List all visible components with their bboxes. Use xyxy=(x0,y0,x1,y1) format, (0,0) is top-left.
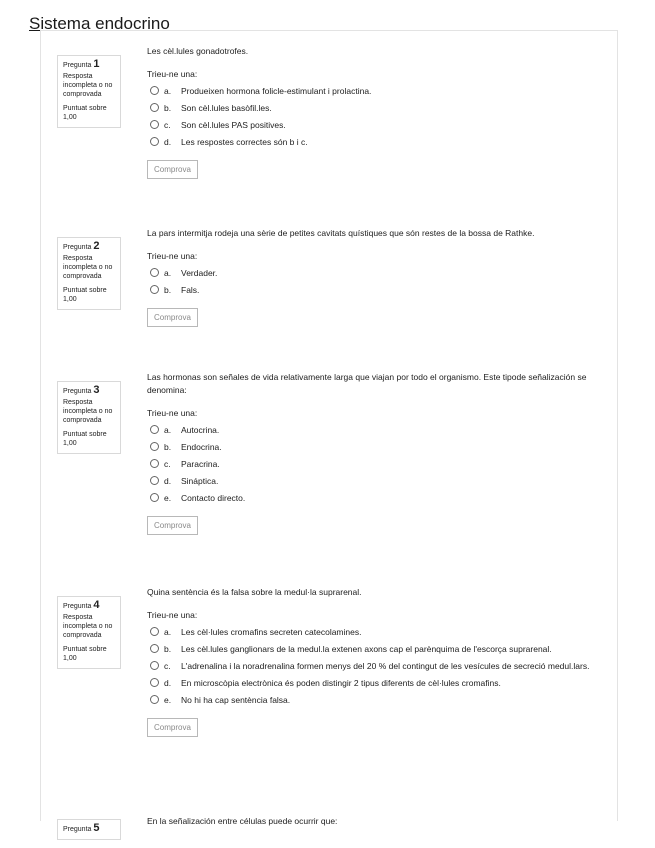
answer-option-d[interactable] xyxy=(147,135,602,152)
answer-option-d[interactable] xyxy=(147,474,602,491)
question-number: 2 xyxy=(93,240,100,252)
answer-option-b[interactable] xyxy=(147,101,602,118)
check-button[interactable]: Comprova xyxy=(147,718,198,737)
answer-option-b[interactable] xyxy=(147,283,602,300)
answer-option-a[interactable] xyxy=(147,266,602,283)
question-info xyxy=(57,55,121,128)
radio-button[interactable] xyxy=(150,268,159,277)
option-text: Contacto directo. xyxy=(181,493,246,503)
question-label: Pregunta xyxy=(63,62,92,69)
question-label: Pregunta xyxy=(63,388,92,395)
radio-button[interactable] xyxy=(150,120,159,129)
question-info xyxy=(57,381,121,454)
radio-button[interactable] xyxy=(150,103,159,112)
answer-list xyxy=(147,625,602,710)
option-letter: b. xyxy=(164,442,172,452)
radio-button[interactable] xyxy=(150,627,159,636)
option-letter: c. xyxy=(164,459,171,469)
answer-option-a[interactable] xyxy=(147,625,602,642)
radio-button[interactable] xyxy=(150,137,159,146)
option-text: Son cèl.lules PAS positives. xyxy=(181,120,286,130)
question-content xyxy=(147,227,602,327)
option-letter: d. xyxy=(164,678,172,688)
option-letter: b. xyxy=(164,285,172,295)
question-state: Resposta incompleta o no comprovada xyxy=(63,614,113,639)
answer-option-c[interactable] xyxy=(147,659,602,676)
answer-option-a[interactable] xyxy=(147,84,602,101)
option-text: No hi ha cap sentència falsa. xyxy=(181,695,291,705)
question-text: Les cèl.lules gonadotrofes. xyxy=(147,46,249,56)
option-letter: e. xyxy=(164,695,172,705)
answer-list xyxy=(147,84,602,152)
option-letter: a. xyxy=(164,425,172,435)
check-button[interactable]: Comprova xyxy=(147,308,198,327)
question-grade: Puntuat sobre 1,00 xyxy=(63,287,107,303)
answer-option-a[interactable] xyxy=(147,423,602,440)
radio-button[interactable] xyxy=(150,476,159,485)
question-state: Resposta incompleta o no comprovada xyxy=(63,73,113,98)
option-text: Sináptica. xyxy=(181,476,219,486)
answer-option-e[interactable] xyxy=(147,491,602,508)
radio-button[interactable] xyxy=(150,695,159,704)
answer-option-c[interactable] xyxy=(147,457,602,474)
quiz-container xyxy=(40,30,618,834)
question-content xyxy=(147,45,602,179)
check-button[interactable]: Comprova xyxy=(147,160,198,179)
page-title: Sistema endocrino xyxy=(29,14,170,33)
option-text: L'adrenalina i la noradrenalina formen menys del 20 % del contingut de les vesícules de secreció medul.lars. xyxy=(181,661,590,671)
option-text: Les cèl.lules ganglionars de la medul.la extenen axons cap el parènquima de l'escorça suprarenal. xyxy=(181,644,552,654)
question-label: Pregunta xyxy=(63,244,92,251)
question-number: 4 xyxy=(93,599,100,611)
option-letter: c. xyxy=(164,661,171,671)
option-letter: a. xyxy=(164,627,172,637)
answer-prompt: Trieu-ne una: xyxy=(147,408,198,418)
option-text: Autocrina. xyxy=(181,425,220,435)
radio-button[interactable] xyxy=(150,661,159,670)
question-number: 1 xyxy=(93,58,100,70)
answer-list xyxy=(147,423,602,508)
question-number: 5 xyxy=(93,822,100,834)
option-text: Endocrina. xyxy=(181,442,222,452)
option-text: Les respostes correctes són b i c. xyxy=(181,137,308,147)
radio-button[interactable] xyxy=(150,644,159,653)
option-text: Produeixen hormona folicle-estimulant i prolactina. xyxy=(181,86,372,96)
question-state: Resposta incompleta o no comprovada xyxy=(63,399,113,424)
option-text: Paracrina. xyxy=(181,459,220,469)
question-grade: Puntuat sobre 1,00 xyxy=(63,431,107,447)
question-grade: Puntuat sobre 1,00 xyxy=(63,105,107,121)
option-letter: a. xyxy=(164,86,172,96)
question-text: La pars intermitja rodeja una sèrie de petites cavitats quístiques que són restes de la bossa de Rathke. xyxy=(147,228,535,238)
question-info xyxy=(57,237,121,310)
question-state: Resposta incompleta o no comprovada xyxy=(63,255,113,280)
question-content xyxy=(147,586,602,737)
option-text: En microscòpia electrònica és poden distingir 2 tipus diferents de cèl·lules cromafins. xyxy=(181,678,501,688)
answer-option-b[interactable] xyxy=(147,642,602,659)
question-text: Quina sentència és la falsa sobre la medul·la suprarenal. xyxy=(147,587,362,597)
answer-prompt: Trieu-ne una: xyxy=(147,251,198,261)
radio-button[interactable] xyxy=(150,442,159,451)
answer-prompt: Trieu-ne una: xyxy=(147,610,198,620)
option-letter: d. xyxy=(164,476,172,486)
answer-option-b[interactable] xyxy=(147,440,602,457)
question-text: Las hormonas son señales de vida relativamente larga que viajan por todo el organismo. Este tipode señalización se denomina: xyxy=(147,372,587,395)
question-label: Pregunta xyxy=(63,603,92,610)
option-letter: e. xyxy=(164,493,172,503)
radio-button[interactable] xyxy=(150,459,159,468)
answer-option-e[interactable] xyxy=(147,693,602,710)
radio-button[interactable] xyxy=(150,285,159,294)
radio-button[interactable] xyxy=(150,425,159,434)
answer-list xyxy=(147,266,602,300)
option-letter: b. xyxy=(164,103,172,113)
option-letter: c. xyxy=(164,120,171,130)
option-letter: b. xyxy=(164,644,172,654)
question-number: 3 xyxy=(93,384,100,396)
radio-button[interactable] xyxy=(150,86,159,95)
option-text: Les cèl·lules cromafins secreten catecolamines. xyxy=(181,627,362,637)
question-info xyxy=(57,596,121,669)
radio-button[interactable] xyxy=(150,678,159,687)
question-content xyxy=(147,815,602,828)
option-text: Verdader. xyxy=(181,268,218,278)
answer-prompt: Trieu-ne una: xyxy=(147,69,198,79)
radio-button[interactable] xyxy=(150,493,159,502)
option-text: Son cèl.lules basòfil.les. xyxy=(181,103,272,113)
question-content xyxy=(147,371,602,535)
answer-option-d[interactable] xyxy=(147,676,602,693)
option-text: Fals. xyxy=(181,285,200,295)
question-text: En la señalización entre células puede ocurrir que: xyxy=(147,816,338,826)
option-letter: d. xyxy=(164,137,172,147)
answer-option-c[interactable] xyxy=(147,118,602,135)
question-label: Pregunta xyxy=(63,826,92,833)
question-info xyxy=(57,819,121,840)
option-letter: a. xyxy=(164,268,172,278)
question-grade: Puntuat sobre 1,00 xyxy=(63,646,107,662)
check-button[interactable]: Comprova xyxy=(147,516,198,535)
